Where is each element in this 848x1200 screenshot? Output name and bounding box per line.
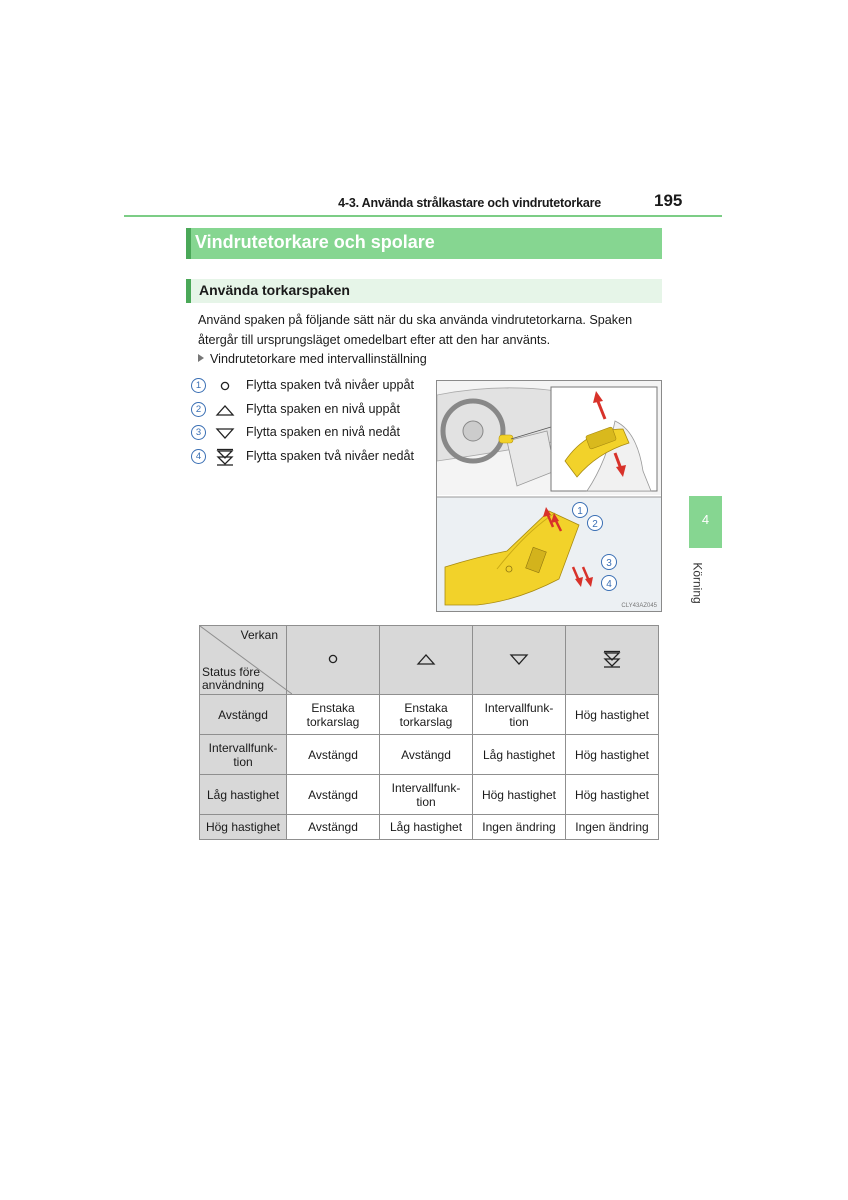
- row-status: Intervallfunk-tion: [200, 735, 287, 775]
- table-corner-cell: [200, 626, 287, 695]
- figure-code: CLY43AZ045: [621, 603, 657, 609]
- callout-2: 2: [592, 519, 598, 530]
- table-cell: Avstängd: [287, 735, 380, 775]
- table-cell: Hög hastighet: [566, 735, 659, 775]
- table-row: [200, 815, 659, 840]
- double-down-triangle-icon: [214, 448, 236, 466]
- circle-icon: [214, 377, 236, 395]
- table-cell: Låg hastighet: [473, 735, 566, 775]
- table-cell: Hög hastighet: [566, 695, 659, 735]
- row-status: Avstängd: [200, 695, 287, 735]
- subtitle: Använda torkarspaken: [199, 282, 350, 298]
- step-number: 4: [191, 449, 206, 464]
- circle-icon: [322, 650, 344, 668]
- bullet-item: [198, 352, 427, 366]
- corner-bottom-label: Status före användning: [202, 665, 265, 692]
- table-cell: Intervallfunk-tion: [380, 775, 473, 815]
- operation-table: [199, 625, 659, 840]
- step-text: Flytta spaken två nivåer nedåt: [246, 448, 415, 463]
- chapter-label-text: Körning: [690, 562, 705, 604]
- table-row: [200, 735, 659, 775]
- table-cell: Ingen ändring: [473, 815, 566, 840]
- table-column-header: [287, 626, 380, 695]
- bullet-text: Vindrutetorkare med intervallinställning: [210, 352, 427, 366]
- step-text: Flytta spaken en nivå uppåt: [246, 401, 401, 416]
- step-number: 3: [191, 425, 206, 440]
- page-title: Vindrutetorkare och spolare: [195, 232, 435, 252]
- intro-paragraph: Använd spaken på följande sätt när du ska använda vindrutetorkarna. Spaken återgår till ursprungsläget omedelbart efter att den har använts.: [198, 313, 633, 347]
- table-column-header: [566, 626, 659, 695]
- step-number: 2: [191, 402, 206, 417]
- table-cell: Avstängd: [287, 775, 380, 815]
- step-text: Flytta spaken en nivå nedåt: [246, 425, 401, 439]
- down-triangle-icon: [508, 650, 530, 668]
- bullet-triangle-icon: [198, 354, 204, 362]
- table-cell: Ingen ändring: [566, 815, 659, 840]
- table-cell: Avstängd: [380, 735, 473, 775]
- step-number: 1: [191, 378, 206, 393]
- table-cell: Avstängd: [287, 815, 380, 840]
- up-triangle-icon: [214, 401, 236, 419]
- table-row: [200, 695, 659, 735]
- chapter-number: 4: [701, 512, 710, 527]
- page-title-bar: [186, 228, 662, 259]
- step-text: Flytta spaken två nivåer uppåt: [246, 378, 415, 392]
- table-header-row: [200, 626, 659, 695]
- page-number: 195: [654, 191, 683, 210]
- row-status: Hög hastighet: [200, 815, 287, 840]
- lever-illustration: [436, 380, 662, 612]
- row-status: Låg hastighet: [200, 775, 287, 815]
- table-column-header: [380, 626, 473, 695]
- header-rule: [124, 215, 722, 217]
- table-cell: Låg hastighet: [380, 815, 473, 840]
- subtitle-bar: [186, 279, 662, 303]
- corner-top-label: Verkan: [240, 628, 278, 642]
- table-column-header: [473, 626, 566, 695]
- double-down-triangle-icon: [601, 650, 623, 668]
- callout-1: 1: [577, 506, 583, 517]
- chapter-label: [690, 556, 713, 616]
- lever-illustration-drawing: [437, 381, 661, 611]
- table-cell: Intervallfunk-tion: [473, 695, 566, 735]
- up-triangle-icon: [415, 650, 437, 668]
- callout-4: 4: [606, 579, 612, 590]
- down-triangle-icon: [214, 424, 236, 442]
- chapter-tab: [689, 496, 722, 548]
- section-heading: 4-3. Använda strålkastare och vindrutetorkare: [338, 196, 601, 210]
- callout-3: 3: [606, 558, 612, 569]
- table-row: [200, 775, 659, 815]
- table-cell: Hög hastighet: [473, 775, 566, 815]
- table-cell: Enstaka torkarslag: [287, 695, 380, 735]
- table-cell: Hög hastighet: [566, 775, 659, 815]
- table-cell: Enstaka torkarslag: [380, 695, 473, 735]
